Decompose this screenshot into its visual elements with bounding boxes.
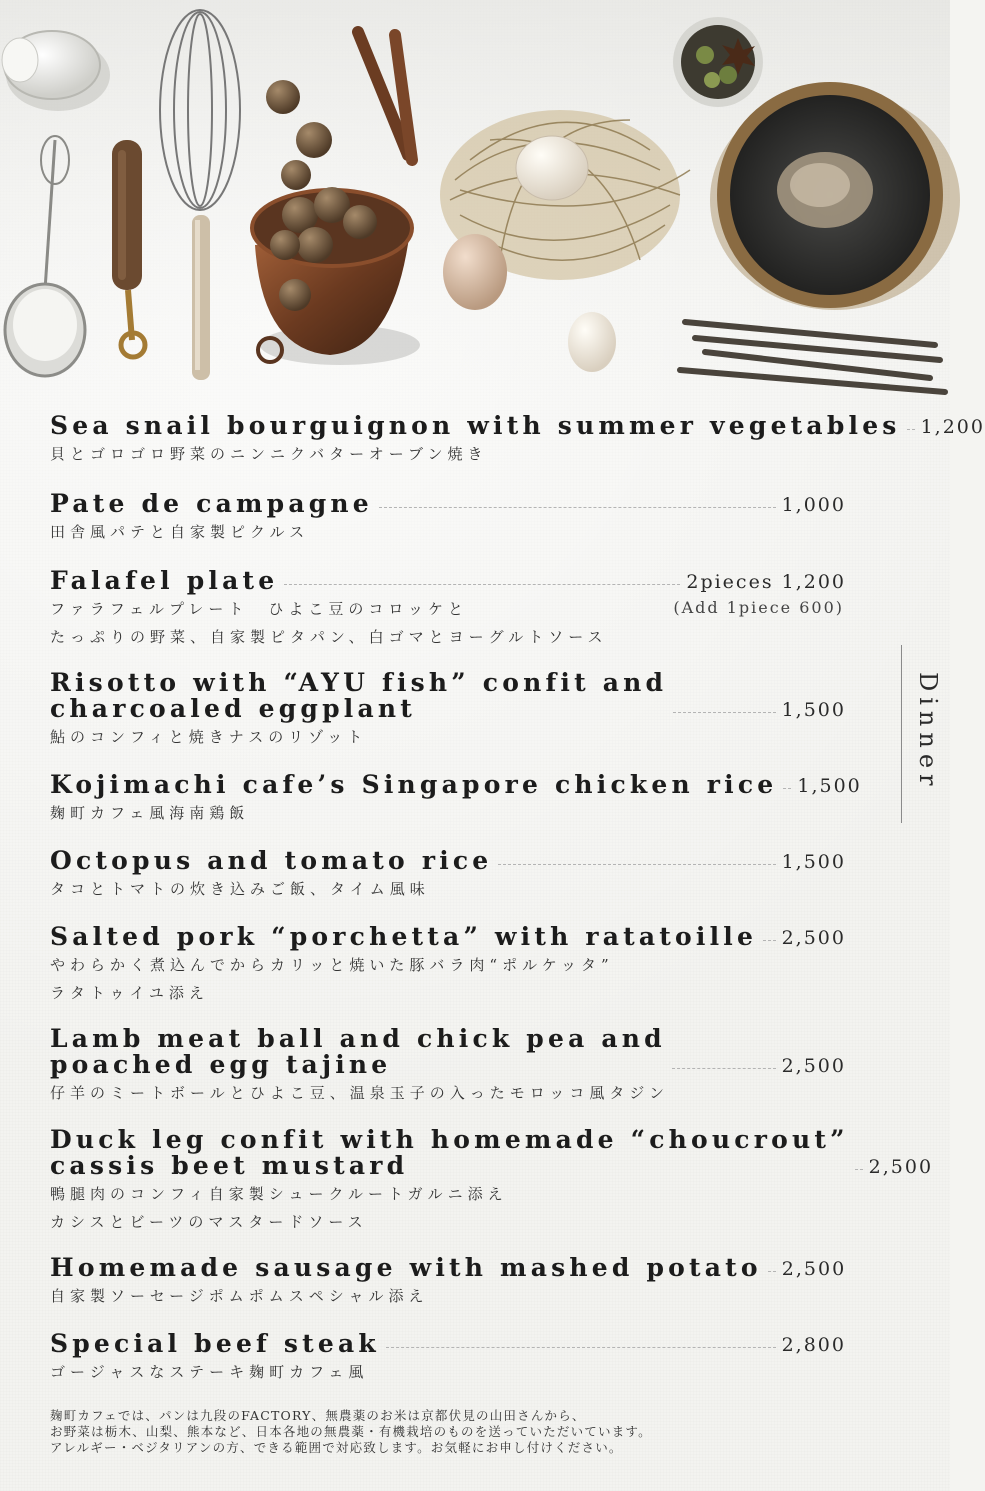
dotted-leader — [386, 1347, 776, 1348]
dotted-leader — [855, 1169, 863, 1170]
menu-item-description-jp: ゴージャスなステーキ麹町カフェ風 — [50, 1363, 369, 1381]
menu-item — [50, 770, 862, 826]
dotted-leader — [284, 584, 680, 585]
menu-item-price-note: (Add 1piece 600) — [673, 598, 844, 617]
menu-item-description-jp: 田舎風パテと自家製ピクルス — [50, 523, 310, 541]
menu-item — [50, 411, 985, 467]
footer-line: アレルギー・ベジタリアンの方、できる範囲で対応致します。お気軽にお申し付けください。 — [50, 1440, 623, 1455]
menu-item-description-jp: カシスとビーツのマスタードソース — [50, 1213, 368, 1231]
menu-item-name: Falafel plate — [50, 566, 279, 595]
menu-item-price: 1,200 — [920, 416, 985, 438]
menu-item-description-jp: たっぷりの野菜、自家製ピタパン、白ゴマとヨーグルトソース — [50, 628, 608, 646]
menu-item-name: Sea snail bourguignon with summer vegetables — [50, 411, 901, 440]
menu-item-description-jp: 麹町カフェ風海南鶏飯 — [50, 804, 250, 822]
menu-item-name: Homemade sausage with mashed potato — [50, 1253, 762, 1282]
dotted-leader — [498, 864, 775, 865]
menu-item-price: 2,500 — [781, 927, 846, 949]
menu-item-description-jp: ラタトゥイユ添え — [50, 984, 209, 1002]
menu-item-price: 2,500 — [781, 1055, 846, 1077]
dotted-leader — [379, 507, 776, 508]
menu-item — [50, 568, 846, 650]
menu-item-name: Special beef steak — [50, 1329, 380, 1358]
menu-item — [50, 924, 846, 1006]
menu-item — [50, 491, 846, 545]
menu-item-description-jp: 鮎のコンフィと焼きナスのリゾット — [50, 728, 368, 746]
menu-item-name: Salted pork “porchetta” with ratatoille — [50, 922, 758, 951]
menu-item — [50, 1331, 846, 1385]
menu-item-description-jp: 貝とゴロゴロ野菜のニンニクバターオーブン焼き — [50, 445, 488, 463]
menu-item-description-jp: やわらかく煮込んでからカリッと焼いた豚バラ肉“ポルケッタ” — [50, 956, 614, 974]
menu-item-name: Octopus and tomato rice — [50, 846, 493, 875]
menu-item — [50, 1255, 846, 1309]
dotted-leader — [783, 788, 791, 789]
dotted-leader — [907, 429, 915, 430]
menu-item-price: 2,500 — [868, 1156, 934, 1178]
menu-item-price: 2pieces 1,200 — [686, 571, 846, 593]
menu-item-description-jp: 鴨腿肉のコンフィ自家製シュークルートガルニ添え — [50, 1185, 508, 1203]
menu-item-price: 1,000 — [781, 494, 846, 516]
menu-item-price: 2,500 — [781, 1258, 847, 1280]
menu-item-description-jp: タコとトマトの炊き込みご飯、タイム風味 — [50, 880, 430, 898]
footer-line: お野菜は栃木、山梨、熊本など、日本各地の無農薬・有機栽培のものを送っていただいています。 — [50, 1424, 652, 1439]
menu-item-price: 1,500 — [781, 699, 846, 721]
dotted-leader — [673, 712, 775, 713]
menu-item-name: Pate de campagne — [50, 489, 373, 518]
hero-photo-kitchen-ingredients — [0, 0, 950, 410]
menu-item — [50, 1026, 846, 1106]
menu-item-description-jp: 仔羊のミートボールとひよこ豆、温泉玉子の入ったモロッコ風タジン — [50, 1084, 670, 1102]
menu-item-name: Kojimachi cafe’s Singapore chicken rice — [50, 770, 778, 799]
menu-item-price: 1,500 — [781, 851, 846, 873]
menu-item — [50, 848, 846, 902]
section-label-dinner: Dinner — [914, 672, 942, 792]
dotted-leader — [763, 940, 775, 941]
dotted-leader — [768, 1271, 776, 1272]
menu-item-description-jp: 自家製ソーセージポムポムスペシャル添え — [50, 1287, 429, 1305]
footer-line: 麹町カフェでは、パンは九段のFACTORY、無農薬のお米は京都伏見の山田さんから、 — [50, 1408, 586, 1423]
menu-item-price: 1,500 — [797, 775, 862, 797]
menu-item-description-jp: ファラフェルプレート ひよこ豆のコロッケと — [50, 600, 469, 618]
menu-item-name: Lamb meat ball and chick pea and poached egg tajine — [50, 1024, 666, 1079]
footer-note — [50, 1408, 870, 1456]
dotted-leader — [672, 1068, 776, 1069]
menu-item — [50, 670, 846, 750]
side-divider-line — [901, 645, 902, 823]
menu-item-name: Duck leg confit with homemade “choucrout” cassis beet mustard — [50, 1125, 849, 1180]
menu-item-price: 2,800 — [781, 1334, 846, 1356]
menu-item-name: Risotto with “AYU fish” confit and charcoaled eggplant — [50, 668, 668, 723]
menu-item — [50, 1125, 934, 1235]
